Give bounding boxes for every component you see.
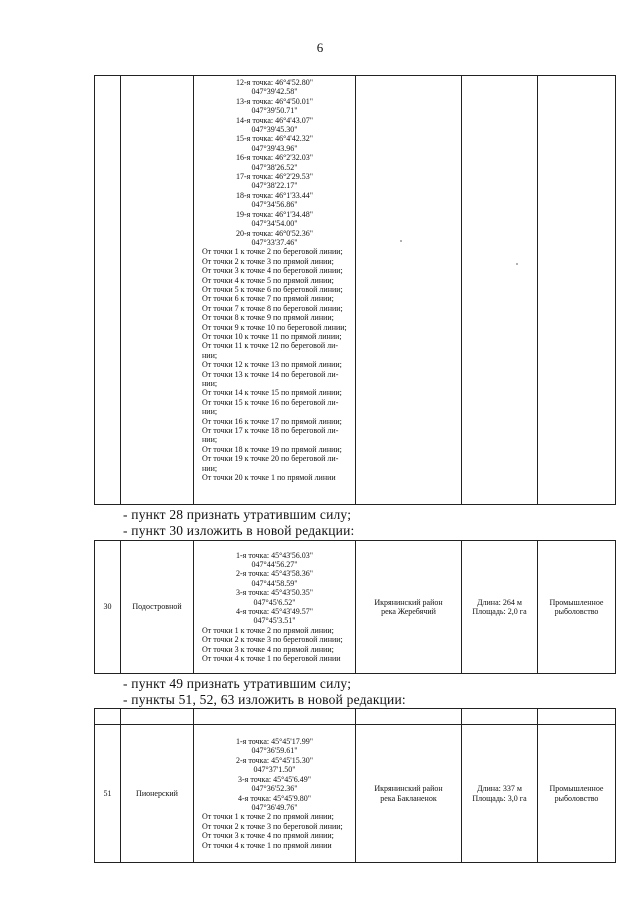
table-row-30 (94, 540, 616, 674)
size-cell (462, 725, 538, 863)
cell-empty (194, 709, 356, 725)
fishing-type-line2: рыболовство (554, 607, 599, 616)
point-latitude: 12-я точка: 46°4'52.80" (236, 78, 313, 87)
page-number: 6 (316, 40, 324, 55)
boundary-segment: От точки 14 к точке 15 по прямой линии; (202, 388, 342, 398)
paragraph-item-30: - пункт 30 изложить в новой редакции: (123, 523, 355, 538)
cell-empty (95, 709, 121, 725)
row-number: 30 (95, 541, 121, 674)
boundary-segment: От точки 4 к точке 1 по прямой линии (202, 840, 332, 850)
boundary-segment: От точки 16 к точке 17 по прямой линии; (202, 416, 342, 426)
boundary-segment: нии; (202, 407, 218, 417)
area-value: Площадь: 3,0 га (472, 793, 527, 803)
point-longitude: 047°36'52.36" (251, 784, 298, 794)
fishing-type-cell (538, 725, 616, 863)
cell-empty (356, 709, 462, 725)
boundary-segment: От точки 3 к точке 4 по прямой линии; (202, 831, 334, 841)
point-longitude: 047°39'50.71" (251, 106, 298, 116)
boundary-segment: От точки 3 к точке 4 по береговой линии; (202, 266, 343, 276)
boundary-segment: нии; (202, 463, 218, 473)
point-longitude: 047°33'37.46" (251, 237, 298, 247)
point-latitude: 4-я точка: 45°43'49.57" (236, 607, 313, 616)
location-district: Икрянинский район (374, 784, 443, 794)
site-name: Подостровной (121, 541, 194, 674)
point-latitude: 20-я точка: 46°0'52.36" (236, 228, 313, 238)
point-latitude: 19-я точка: 46°1'34.48" (236, 209, 313, 219)
boundary-segment: От точки 5 к точке 6 по береговой линии; (202, 284, 343, 294)
coordinates-cell (194, 76, 356, 505)
point-latitude: 2-я точка: 45°45'15.30" (236, 755, 313, 765)
boundary-segment: От точки 20 к точке 1 по прямой линии (202, 473, 336, 483)
cell-empty (121, 76, 194, 505)
boundary-segment: От точки 3 к точке 4 по прямой линии; (202, 644, 334, 654)
point-longitude: 047°38'22.17" (251, 181, 298, 191)
table-header-row (95, 709, 616, 725)
point-latitude: 1-я точка: 45°45'17.99" (236, 737, 313, 747)
point-latitude: 4-я точка: 45°45'9.80" (238, 793, 311, 803)
scan-speck (516, 263, 518, 265)
fishing-type-line2: рыболовство (554, 793, 599, 803)
point-longitude: 047°37'1.50" (253, 765, 296, 775)
point-latitude: 3-я точка: 45°43'50.35" (236, 588, 313, 598)
point-longitude: 047°44'58.59" (251, 578, 298, 588)
boundary-segment: От точки 17 к точке 18 по береговой ли- (202, 426, 339, 436)
paragraph-item-49: - пункт 49 признать утратившим силу; (123, 676, 352, 691)
point-latitude: 3-я точка: 45°45'6.49" (238, 774, 311, 784)
location-river: река Жеребячий (381, 607, 436, 616)
scan-speck (400, 240, 402, 242)
point-longitude: 047°39'43.96" (251, 143, 298, 153)
boundary-segment: От точки 2 к точке 3 по береговой линии; (202, 821, 343, 831)
paragraph-items-51-52-63: - пункты 51, 52, 63 изложить в новой редакции: (123, 692, 406, 707)
row-number: 51 (95, 725, 121, 863)
point-longitude: 047°44'56.27" (251, 559, 298, 569)
point-longitude: 047°34'56.86" (251, 200, 298, 210)
cell-empty (538, 76, 616, 505)
location-river: река Бакланенок (380, 793, 437, 803)
point-longitude: 047°38'26.52" (251, 162, 298, 172)
boundary-segment: От точки 19 к точке 20 по береговой ли- (202, 454, 339, 464)
point-latitude: 18-я точка: 46°1'33.44" (236, 190, 313, 200)
boundary-segment: От точки 6 к точке 7 по прямой линии; (202, 294, 334, 304)
location-district: Икрянинский район (374, 597, 443, 607)
boundary-segment: От точки 18 к точке 19 по прямой линии; (202, 444, 342, 454)
coordinates-cell (194, 541, 356, 674)
point-latitude: 15-я точка: 46°4'42.32" (236, 134, 313, 144)
fishing-type-line1: Промышленное (549, 597, 604, 607)
location-cell (356, 725, 462, 863)
boundary-segment: нии; (202, 350, 218, 360)
point-longitude: 047°45'3.51" (253, 616, 296, 626)
boundary-segment: нии; (202, 379, 218, 388)
boundary-segment: От точки 7 к точке 8 по береговой линии; (202, 303, 343, 313)
cell-empty (538, 709, 616, 725)
cell-empty (462, 709, 538, 725)
table-row (95, 76, 616, 505)
point-longitude: 047°39'42.58" (251, 87, 298, 97)
boundary-segment: От точки 11 к точке 12 по береговой ли- (202, 341, 339, 351)
point-longitude: 047°36'59.61" (251, 746, 298, 756)
boundary-segment: нии; (202, 435, 218, 445)
boundary-segment: От точки 1 к точке 2 по береговой линии; (202, 247, 343, 257)
cell-empty (356, 76, 462, 505)
boundary-segment: От точки 8 к точке 9 по прямой линии; (202, 313, 334, 323)
point-latitude: 17-я точка: 46°2'29.53" (236, 172, 313, 182)
boundary-segment: От точки 12 к точке 13 по прямой линии; (202, 360, 342, 370)
point-longitude: 047°39'45.30" (251, 125, 298, 135)
point-latitude: 13-я точка: 46°4'50.01" (236, 96, 313, 106)
area-value: Площадь: 2,0 га (472, 607, 527, 616)
point-longitude: 047°34'54.00" (251, 219, 298, 229)
boundary-segment: От точки 2 к точке 3 по прямой линии; (202, 256, 334, 266)
table-row (95, 541, 616, 674)
cell-empty (121, 709, 194, 725)
site-name: Пионерский (121, 725, 194, 863)
boundary-segment: От точки 1 к точке 2 по прямой линии; (202, 812, 334, 822)
length-value: Длина: 264 м (477, 597, 522, 607)
boundary-segment: От точки 4 к точке 1 по береговой линии (202, 654, 341, 664)
paragraph-item-28: - пункт 28 признать утратившим силу; (123, 507, 352, 522)
cell-empty (462, 76, 538, 505)
cell-empty (95, 76, 121, 505)
boundary-segment: От точки 1 к точке 2 по прямой линии; (202, 625, 334, 635)
size-cell (462, 541, 538, 674)
location-cell (356, 541, 462, 674)
boundary-segment: От точки 13 к точке 14 по береговой ли- (202, 369, 339, 379)
point-latitude: 16-я точка: 46°2'32.03" (236, 153, 313, 163)
boundary-segment: От точки 15 к точке 16 по береговой ли- (202, 397, 339, 407)
boundary-segment: От точки 2 к точке 3 по береговой линии; (202, 635, 343, 645)
point-longitude: 047°45'6.52" (253, 597, 296, 607)
table-row (95, 725, 616, 863)
point-latitude: 2-я точка: 45°43'58.36" (236, 569, 313, 579)
fishing-type-cell (538, 541, 616, 674)
coordinates-cell (194, 725, 356, 863)
length-value: Длина: 337 м (477, 784, 522, 794)
boundary-segment: От точки 4 к точке 5 по прямой линии; (202, 275, 334, 285)
table-row-51 (94, 708, 616, 863)
point-longitude: 047°36'49.76" (251, 802, 298, 812)
fishing-type-line1: Промышленное (549, 784, 604, 794)
table-continuation (94, 75, 616, 505)
boundary-segment: От точки 9 к точке 10 по береговой линии; (202, 322, 347, 332)
point-latitude: 14-я точка: 46°4'43.07" (236, 115, 313, 125)
point-latitude: 1-я точка: 45°43'56.03" (236, 550, 313, 560)
boundary-segment: От точки 10 к точке 11 по прямой линии; (202, 331, 342, 341)
